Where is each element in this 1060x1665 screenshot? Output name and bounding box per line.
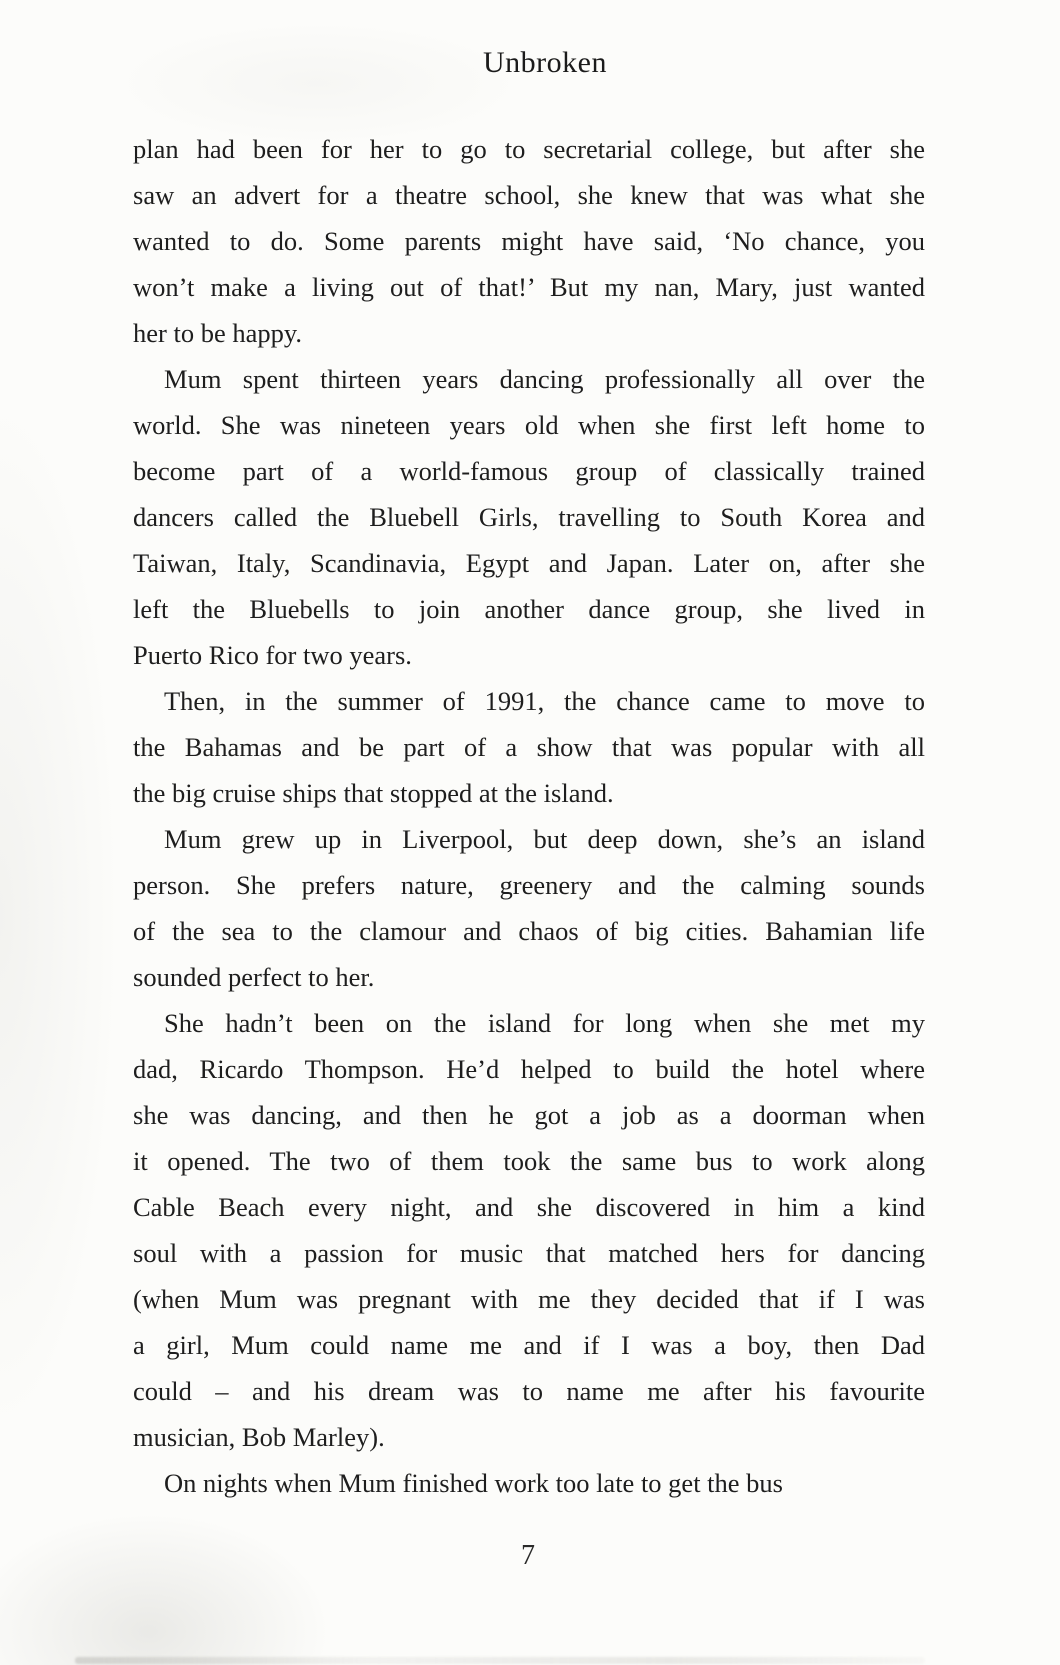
text-line: wanted to do. Some parents might have said, ‘No chance, you — [133, 226, 925, 256]
text-line: world. She was nineteen years old when she first left home to — [133, 410, 925, 440]
text-line: sounded perfect to her. — [133, 962, 375, 992]
text-line: of the sea to the clamour and chaos of big cities. Bahamian life — [133, 916, 925, 946]
text-line: person. She prefers nature, greenery and the calming sounds — [133, 870, 925, 900]
text-line: become part of a world-famous group of classically trained — [133, 456, 925, 486]
text-line: the Bahamas and be part of a show that was popular with all — [133, 732, 925, 762]
text-line: left the Bluebells to join another dance group, she lived in — [133, 594, 925, 624]
text-line: (when Mum was pregnant with me they decided that if I was — [133, 1284, 925, 1314]
text-line: soul with a passion for music that matched hers for dancing — [133, 1238, 925, 1268]
text-line: Mum grew up in Liverpool, but deep down, she’s an island — [164, 824, 925, 854]
text-line: Taiwan, Italy, Scandinavia, Egypt and Japan. Later on, after she — [133, 548, 925, 578]
text-line: Puerto Rico for two years. — [133, 640, 412, 670]
text-line: saw an advert for a theatre school, she knew that was what she — [133, 180, 925, 210]
text-line: musician, Bob Marley). — [133, 1422, 385, 1452]
text-line: dancers called the Bluebell Girls, travelling to South Korea and — [133, 502, 925, 532]
body-text — [133, 126, 925, 1506]
text-line: Then, in the summer of 1991, the chance came to move to — [164, 686, 925, 716]
running-header: Unbroken — [483, 46, 607, 79]
text-line: She hadn’t been on the island for long when she met my — [164, 1008, 925, 1038]
text-line: won’t make a living out of that!’ But my nan, Mary, just wanted — [133, 272, 925, 302]
text-line: Cable Beach every night, and she discovered in him a kind — [133, 1192, 925, 1222]
text-line: she was dancing, and then he got a job as a doorman when — [133, 1100, 925, 1130]
text-line: it opened. The two of them took the same bus to work along — [133, 1146, 925, 1176]
text-line: On nights when Mum finished work too late to get the bus — [164, 1468, 783, 1498]
text-line: could – and his dream was to name me after his favourite — [133, 1376, 925, 1406]
text-line: Mum spent thirteen years dancing professionally all over the — [164, 364, 925, 394]
text-line: her to be happy. — [133, 318, 303, 348]
page-number: 7 — [521, 1540, 535, 1571]
text-line: plan had been for her to go to secretarial college, but after she — [133, 134, 925, 164]
text-line: a girl, Mum could name me and if I was a boy, then Dad — [133, 1330, 925, 1360]
text-line: the big cruise ships that stopped at the island. — [133, 778, 614, 808]
text-line: dad, Ricardo Thompson. He’d helped to build the hotel where — [133, 1054, 925, 1084]
scan-artifact-bottom-edge — [75, 1657, 925, 1664]
